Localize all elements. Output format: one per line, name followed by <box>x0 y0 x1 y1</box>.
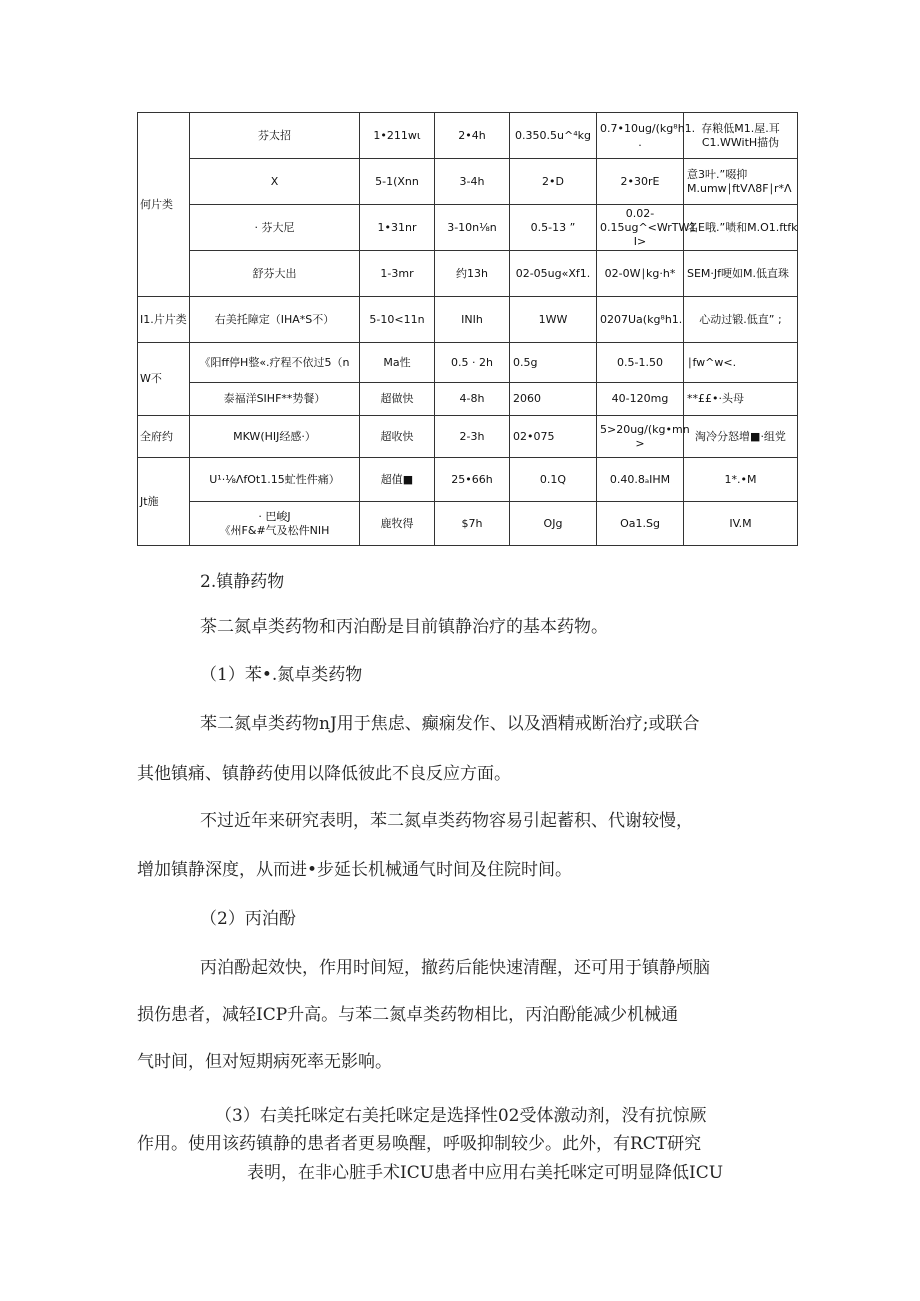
drug-name-cell: · 芬大尼 <box>190 205 360 251</box>
maintenance-dose-cell: 2•30rE <box>597 159 684 205</box>
paragraph-line: 不过近年来研究表明，苯二氮卓类药物容易引起蓄积、代谢较慢， <box>200 811 693 831</box>
maintenance-dose-cell: Oa1.Sg <box>597 502 684 546</box>
onset-cell: 超收快 <box>360 416 435 458</box>
loading-dose-cell: 02-05ug«Xf1. <box>510 251 597 297</box>
subsection-heading: （2）丙泊酚 <box>200 909 296 929</box>
drug-name-cell: 舒芬大出 <box>190 251 360 297</box>
onset-cell: 1-3mr <box>360 251 435 297</box>
category-cell: Jt施 <box>138 458 190 546</box>
side-effect-cell <box>684 159 798 205</box>
paragraph-line: 损伤患者，减轻ICP升高。与苯二氮卓类药物相比，丙泊酚能减少机械通 <box>137 1005 679 1025</box>
maintenance-dose-cell <box>597 416 690 458</box>
duration-cell: INIh <box>435 297 510 343</box>
table-row <box>138 159 798 205</box>
maintenance-dose-cell: 0.40.8ₐIHM <box>597 458 684 502</box>
onset-cell: 1•31nr <box>360 205 435 251</box>
duration-cell: 3-4h <box>435 159 510 205</box>
category-cell: 何片类 <box>138 113 190 297</box>
side-effect-cell: 心动过锻.低直” ; <box>684 297 798 343</box>
cell-line: 0.02- <box>625 206 655 220</box>
onset-cell: 5-10<11n <box>360 297 435 343</box>
table-row <box>138 251 798 297</box>
onset-cell: 超做快 <box>360 383 435 416</box>
loading-dose-cell: 0.1Q <box>510 458 597 502</box>
table-row <box>138 458 798 502</box>
cell-line: I> <box>633 234 647 248</box>
paragraph-line: 作用。使用该药镇静的患者者更易唤醒，呼吸抑制较少。此外，有RCT研究 <box>137 1134 702 1154</box>
loading-dose-cell: 0.5-13 ” <box>510 205 597 251</box>
onset-cell: 鹿牧得 <box>360 502 435 546</box>
table-row <box>138 205 798 251</box>
loading-dose-cell: 1WW <box>510 297 597 343</box>
side-effect-cell: IV.M <box>684 502 798 546</box>
loading-dose-cell: 2060 <box>510 383 597 416</box>
duration-cell: 2•4h <box>435 113 510 159</box>
cell-line: 《州F&#气及松件NIH <box>219 523 330 537</box>
cell-line: 0.15ug^<WrTW1 <box>600 220 697 234</box>
loading-dose-cell: 2•D <box>510 159 597 205</box>
drug-table <box>137 112 798 546</box>
side-effect-cell: 1*.•M <box>684 458 798 502</box>
maintenance-dose-cell <box>597 205 697 251</box>
subsection-heading: （3）右美托咪定右美托咪定是选择性02受体激动剂，没有抗惊厥 <box>215 1106 707 1126</box>
table-row <box>138 297 798 343</box>
cell-line: 存粮低M1.屋.耳 <box>701 121 780 135</box>
drug-name-cell: X <box>190 159 360 205</box>
onset-cell: 1•211wι <box>360 113 435 159</box>
category-cell: 全府约 <box>138 416 190 458</box>
paragraph-line: 丙泊酚起效快，作用时间短，撤药后能快速清醒，还可用于镇静颅脑 <box>200 958 710 978</box>
loading-dose-cell: 02•075 <box>510 416 597 458</box>
cell-line: 5>20ug/(kg•mn <box>600 422 690 436</box>
drug-name-cell: MKW(HIJ经感·） <box>190 416 360 458</box>
cell-line: C1.WWitH描伪 <box>701 135 780 149</box>
table-row <box>138 343 798 383</box>
category-cell: I1.片片类 <box>138 297 190 343</box>
duration-cell: 4-8h <box>435 383 510 416</box>
paragraph-line: 表明，在非心脏手术ICU患者中应用右美托咪定可明显降低ICU <box>247 1163 724 1183</box>
paragraph-line: 其他镇痛、镇静药使用以降低彼此不良反应方面。 <box>137 764 511 784</box>
cell-line: M.umw∣ftVΛ8F∣r*Λ <box>687 181 792 195</box>
drug-name-cell: 泰福洋SIHF**势餐） <box>190 383 360 416</box>
subsection-heading: （1）苯•.氮卓类药物 <box>200 665 363 685</box>
paragraph-line: 茶二氮卓类药物和丙泊酚是目前镇静治疗的基本药物。 <box>200 617 608 637</box>
cell-line: . <box>638 135 642 149</box>
paragraph-line: 苯二氮卓类药物nJ用于焦虑、癫痫发作、以及酒精戒断治疗;或联合 <box>200 714 700 734</box>
loading-dose-cell: 0.350.5u^⁴kg <box>510 113 597 159</box>
cell-line: · 巴峻J <box>258 509 291 523</box>
table-row <box>138 383 798 416</box>
duration-cell: 2-3h <box>435 416 510 458</box>
drug-name-cell: 《阳ff停H整«.疗程不依过5（n <box>190 343 360 383</box>
table-row <box>138 416 798 458</box>
duration-cell: 0.5 · 2h <box>435 343 510 383</box>
drug-name-cell <box>190 502 360 546</box>
cell-line: > <box>635 436 645 450</box>
side-effect-cell: SEM·Jf哽如M.低直珠 <box>684 251 798 297</box>
duration-cell: 约13h <box>435 251 510 297</box>
loading-dose-cell: 0.5g <box>510 343 597 383</box>
duration-cell: $7h <box>435 502 510 546</box>
maintenance-dose-cell: 02-0W∣kg·h* <box>597 251 684 297</box>
category-cell: W不 <box>138 343 190 416</box>
onset-cell: 5-1(Xnn <box>360 159 435 205</box>
cell-line: 意3叶.”啜抑 <box>687 167 748 181</box>
drug-name-cell: U¹·⅛ΛfOt1.15虻性件痛） <box>190 458 360 502</box>
maintenance-dose-cell <box>597 113 696 159</box>
table-row <box>138 502 798 546</box>
side-effect-cell: ∣fw^w<. <box>684 343 798 383</box>
maintenance-dose-cell: 0207Ua(kg⁸h1. <box>597 297 684 343</box>
side-effect-cell: 淘冷分怒增■·组党 <box>684 416 798 458</box>
cell-line: 0.7•10ug/(kg⁸h1. <box>600 121 696 135</box>
side-effect-cell: 名E哦.”啧和M.O1.ftfk <box>684 205 798 251</box>
onset-cell: Ma性 <box>360 343 435 383</box>
duration-cell: 3-10n⅛n <box>435 205 510 251</box>
maintenance-dose-cell: 40-120mg <box>597 383 684 416</box>
loading-dose-cell: OJg <box>510 502 597 546</box>
paragraph-line: 增加镇静深度，从而进•步延长机械通气时间及住院时间。 <box>137 860 573 880</box>
paragraph-line: 气时间，但对短期病死率无影响。 <box>137 1052 392 1072</box>
onset-cell: 超值■ <box>360 458 435 502</box>
duration-cell: 25•66h <box>435 458 510 502</box>
side-effect-cell <box>684 113 798 159</box>
maintenance-dose-cell: 0.5-1.50 <box>597 343 684 383</box>
drug-name-cell: 右美托障定（IHA*S不） <box>190 297 360 343</box>
side-effect-cell: **££•·头母 <box>684 383 798 416</box>
drug-name-cell: 芬太招 <box>190 113 360 159</box>
table-row <box>138 113 798 159</box>
section-heading: 2.镇静药物 <box>200 572 285 592</box>
